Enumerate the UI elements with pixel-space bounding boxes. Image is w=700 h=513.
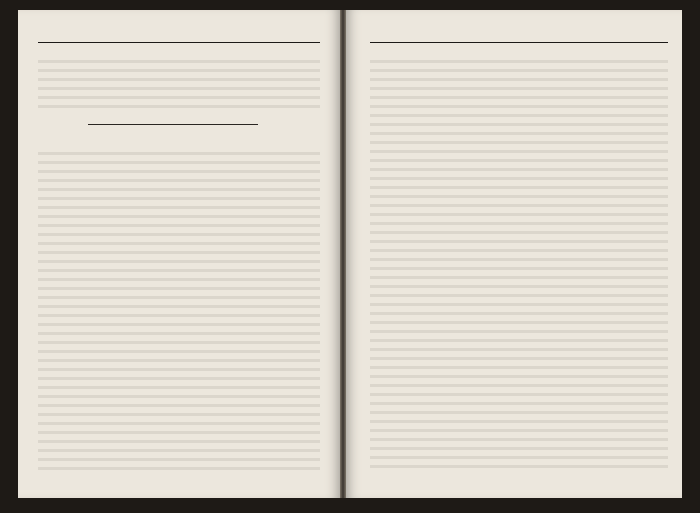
separator-rule (88, 124, 258, 125)
right-page (346, 10, 682, 498)
right-running-head (370, 30, 668, 43)
left-page (18, 10, 340, 498)
left-upper-text (38, 54, 320, 114)
right-text-block (370, 54, 668, 470)
left-text-block (38, 54, 320, 470)
left-running-head (38, 30, 320, 43)
left-lower-text (38, 146, 320, 470)
